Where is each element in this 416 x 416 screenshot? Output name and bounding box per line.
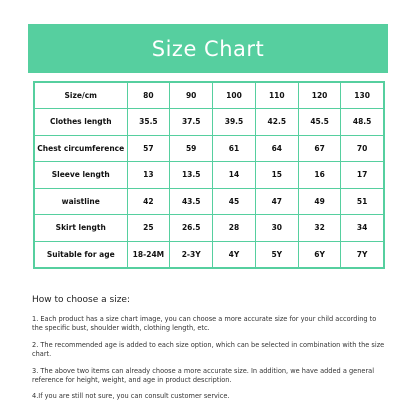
table-cell: 14 [213,162,256,189]
table-row [34,188,384,215]
table-cell: 67 [298,135,341,162]
table-row [34,241,384,268]
table-cell: 4Y [213,241,256,268]
table-cell: 45 [213,188,256,215]
guide-item: 2. The recommended age is added to each size option, which can be selected in combination with the size chart. [32,340,385,359]
table-cell: 25 [127,215,170,242]
table-cell: 34 [341,215,384,242]
row-label: Chest circumference [34,135,127,162]
table-cell: 42.5 [255,109,298,136]
table-cell: 5Y [255,241,298,268]
table-header-row [34,82,384,109]
row-label: Sleeve length [34,162,127,189]
table-cell: 70 [341,135,384,162]
table-cell: 17 [341,162,384,189]
header-cell-120: 120 [298,82,341,109]
table-cell: 15 [255,162,298,189]
guide-item: 4.If you are still not sure, you can consult customer service. [32,392,230,401]
table-row [34,215,384,242]
table-cell: 6Y [298,241,341,268]
table-cell: 2-3Y [170,241,213,268]
table-cell: 26.5 [170,215,213,242]
table-cell: 37.5 [170,109,213,136]
row-label: Suitable for age [34,241,127,268]
table-cell: 13.5 [170,162,213,189]
row-label: Skirt length [34,215,127,242]
guide-item: 1. Each product has a size chart image, you can choose a more accurate size for your child according to the specific bust, shoulder width, clothing length, etc. [32,315,377,333]
table-cell: 28 [213,215,256,242]
table-cell: 43.5 [170,188,213,215]
guide-title: How to choose a size: [32,295,131,305]
header-cell-90: 90 [170,82,213,109]
header-cell-130: 130 [341,82,384,109]
table-cell: 61 [213,135,256,162]
header-cell-80: 80 [127,82,170,109]
table-cell: 30 [255,215,298,242]
table-cell: 64 [255,135,298,162]
table-cell: 7Y [341,241,384,268]
table-cell: 13 [127,162,170,189]
table-cell: 47 [255,188,298,215]
table-cell: 39.5 [213,109,256,136]
table-cell: 57 [127,135,170,162]
header-cell-110: 110 [255,82,298,109]
table-cell: 42 [127,188,170,215]
table-cell: 48.5 [341,109,384,136]
size-table [33,81,385,269]
row-label: Clothes length [34,109,127,136]
table-row [34,109,384,136]
header-cell-100: 100 [213,82,256,109]
row-label: waistline [34,188,127,215]
table-cell: 59 [170,135,213,162]
size-chart-banner [28,24,388,73]
table-row [34,135,384,162]
guide-item: 3. The above two items can already choose a more accurate size. In addition, we have added a general reference for height, weight, and age in product description. [32,366,375,385]
banner-title: Size Chart [151,36,265,61]
table-cell: 16 [298,162,341,189]
table-row [34,162,384,189]
table-cell: 49 [298,188,341,215]
table-cell: 45.5 [298,109,341,136]
table-cell: 51 [341,188,384,215]
table-cell: 32 [298,215,341,242]
table-cell: 18-24M [127,241,170,268]
header-cell-size: Size/cm [34,82,127,109]
guide-list [32,315,388,409]
table-cell: 35.5 [127,109,170,136]
